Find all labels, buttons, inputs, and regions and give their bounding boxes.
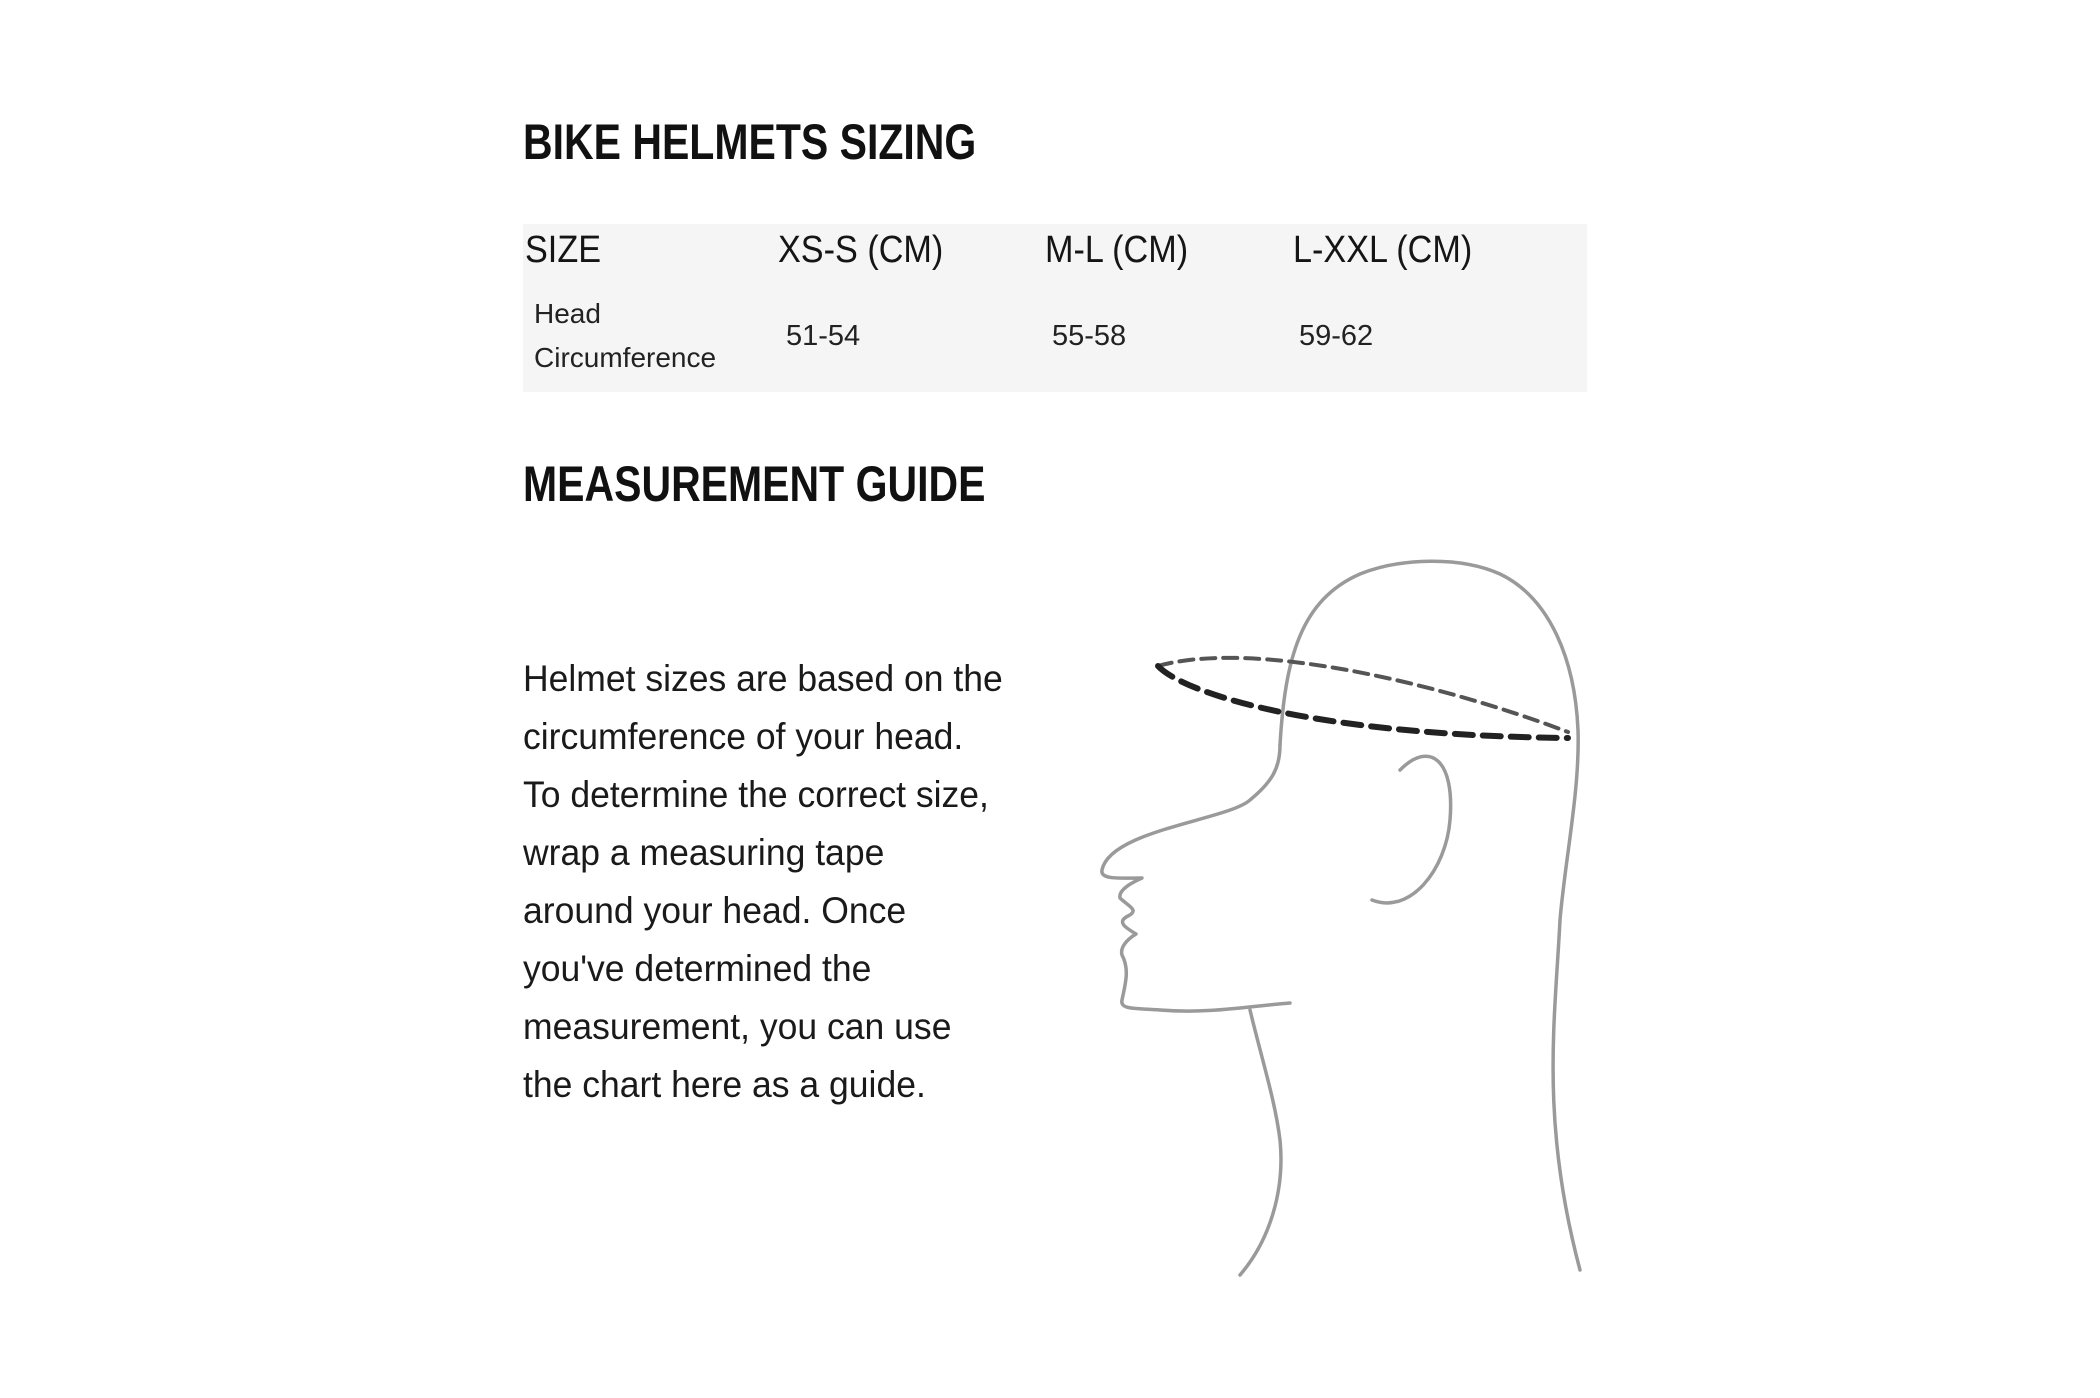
row-label-line-1: Head	[534, 298, 601, 329]
guide-paragraph	[523, 650, 1022, 1114]
guide-line: measurement, you can use	[523, 1006, 952, 1047]
table-header-l-xxl: L-XXL (CM)	[1293, 229, 1473, 271]
table-cell-l-xxl: 59-62	[1299, 320, 1374, 352]
sizing-title: BIKE HELMETS SIZING	[523, 114, 977, 170]
ear	[1372, 756, 1451, 903]
face-profile	[1102, 745, 1290, 1011]
neck-front	[1240, 1010, 1281, 1275]
table-header-size: SIZE	[525, 229, 602, 271]
guide-line: you've determined the	[523, 948, 872, 989]
table-header-m-l: M-L (CM)	[1045, 229, 1189, 271]
guide-line: the chart here as a guide.	[523, 1064, 926, 1105]
table-cell-m-l: 55-58	[1052, 320, 1127, 352]
guide-line: wrap a measuring tape	[523, 832, 885, 873]
tape-front	[1158, 666, 1568, 738]
row-label-line-2: Circumference	[534, 342, 717, 373]
guide-line: Helmet sizes are based on the	[523, 658, 1003, 699]
guide-line: around your head. Once	[523, 890, 907, 931]
guide-title: MEASUREMENT GUIDE	[523, 456, 986, 512]
table-header-xs-s: XS-S (CM)	[778, 229, 944, 271]
row-label-head-circumference	[534, 292, 754, 380]
size-table	[523, 224, 1587, 392]
table-cell-xs-s: 51-54	[786, 320, 861, 352]
guide-line: circumference of your head.	[523, 716, 964, 757]
guide-line: To determine the correct size,	[523, 774, 989, 815]
head-profile-with-measuring-tape-icon	[1080, 550, 1600, 1290]
